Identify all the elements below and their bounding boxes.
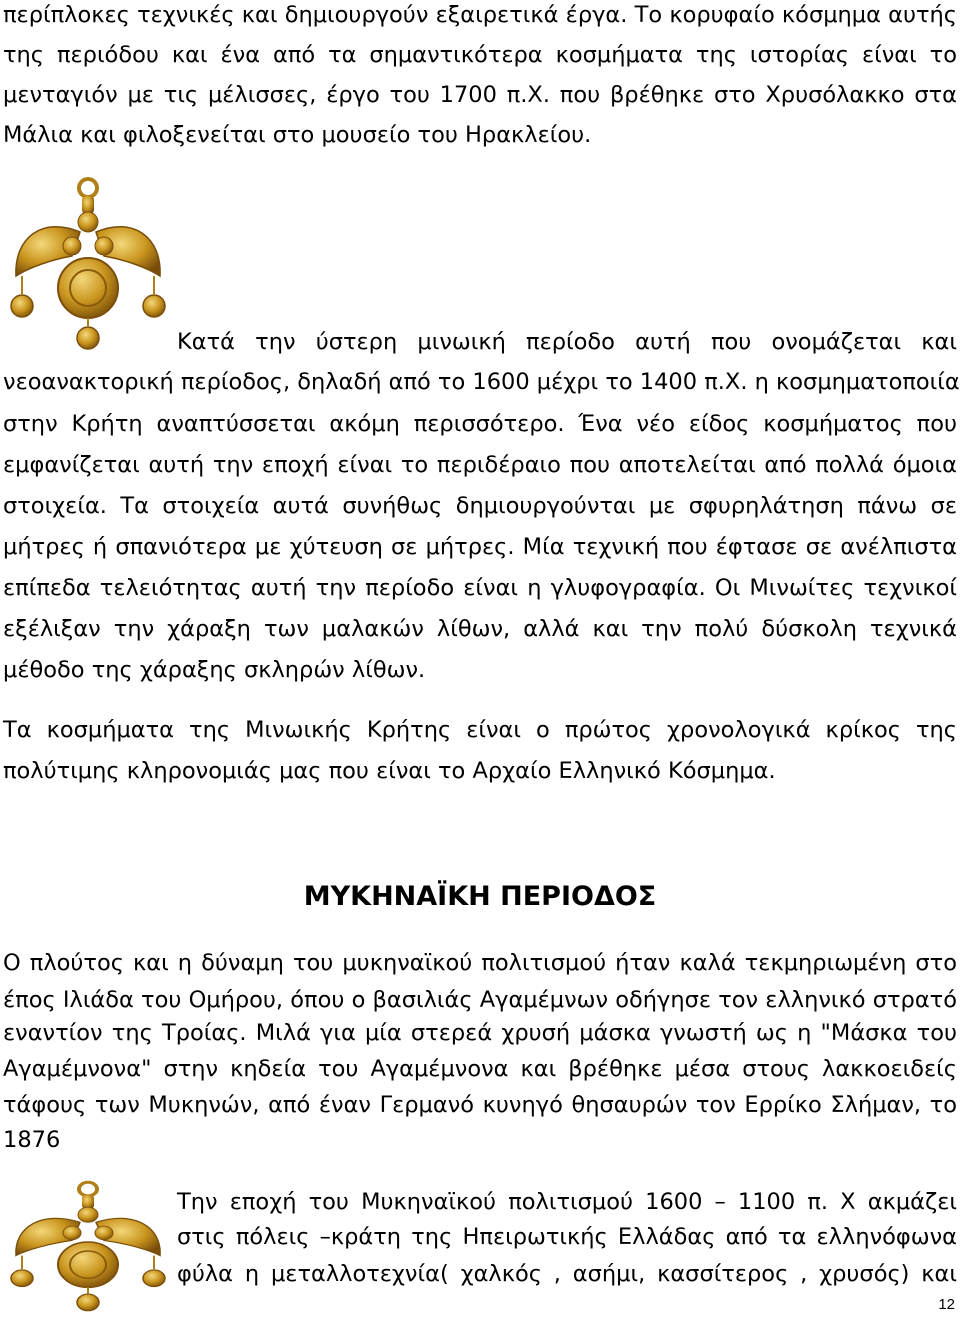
text-line: εμφανίζεται αυτή την εποχή είναι το περιδέραιο που αποτελείται από πολλά όμοια bbox=[3, 452, 957, 478]
text-line: έπος Ιλιάδα του Ομήρου, όπου ο βασιλιάς Αγαμέμνων οδήγησε τον ελληνικό στρατό bbox=[3, 987, 957, 1013]
text-line: επίπεδα τελειότητας αυτή την περίοδο είναι η γλυφογραφία. Οι Μινωίτες τεχνικοί bbox=[3, 575, 957, 601]
bee-pendant-image-small bbox=[2, 1180, 174, 1313]
text-line: εξέλιξαν την χάραξη των μαλακών λίθων, αλλά και την πολύ δύσκολη τεχνικά bbox=[3, 616, 957, 642]
page-number: 12 bbox=[938, 1296, 955, 1313]
text-line: Τα κοσμήματα της Μινωικής Κρήτης είναι ο πρώτος χρονολογικά κρίκος της bbox=[3, 717, 957, 743]
text-line: εναντίον της Τροίας. Μιλά για μία στερεά χρυσή μάσκα γνωστή ως η "Μάσκα του bbox=[3, 1020, 957, 1046]
text-line: πολύτιμης κληρονομιάς μας που είναι το Αρχαίο Ελληνικό Κόσμημα. bbox=[3, 758, 776, 784]
text-line: στην Κρήτη αναπτύσσεται ακόμη περισσότερο. Ένα νέο είδος κοσμήματος που bbox=[3, 411, 957, 437]
text-line: της περιόδου και ένα από τα σημαντικότερα κοσμήματα της ιστορίας είναι το bbox=[3, 42, 957, 68]
text-line: τάφους των Μυκηνών, από έναν Γερμανό κυνηγό θησαυρών τον Ερρίκο Σλήμαν, το bbox=[3, 1092, 957, 1118]
text-line: Κατά την ύστερη μινωική περίοδο αυτή που ονομάζεται και bbox=[177, 329, 957, 355]
text-line: Αγαμέμνονα" στην κηδεία του Αγαμέμνονα και βρέθηκε μέσα στους λακκοειδείς bbox=[3, 1056, 957, 1082]
text-line: μέθοδο της χάραξης σκληρών λίθων. bbox=[3, 657, 426, 683]
text-line: 1876 bbox=[3, 1127, 61, 1153]
text-line: μενταγιόν με τις μέλισσες, έργο του 1700 π.Χ. που βρέθηκε στο Χρυσόλακκο στα bbox=[3, 82, 957, 108]
text-line: στις πόλεις –κράτη της Ηπειρωτικής Ελλάδας από τα ελληνόφωνα bbox=[177, 1224, 957, 1250]
text-line: Ο πλούτος και η δύναμη του μυκηναϊκού πολιτισμού ήταν καλά τεκμηριωμένη στο bbox=[3, 950, 957, 976]
text-line: μήτρες ή σπανιότερα με χύτευση σε μήτρες. Μία τεχνική που έφτασε σε ανέλπιστα bbox=[3, 534, 957, 560]
text-line: περίπλοκες τεχνικές και δημιουργούν εξαιρετικά έργα. Το κορυφαίο κόσμημα αυτής bbox=[3, 2, 957, 28]
text-line: φύλα η μεταλλοτεχνία( χαλκός , ασήμι, κασσίτερος , χρυσός) και bbox=[177, 1261, 957, 1287]
text-line: στοιχεία. Τα στοιχεία αυτά συνήθως δημιουργούνται με σφυρηλάτηση πάνω σε bbox=[3, 493, 957, 519]
text-line: Μάλια και φιλοξενείται στο μουσείο του Ηρακλείου. bbox=[3, 122, 592, 148]
bee-pendant-image bbox=[2, 176, 174, 352]
text-line: Την εποχή του Μυκηναϊκού πολιτισμού 1600 – 1100 π. Χ ακμάζει bbox=[177, 1189, 957, 1215]
text-line: νεοανακτορική περίοδος, δηλαδή από το 1600 μέχρι το 1400 π.Χ. η κοσμηματοποιία bbox=[3, 369, 960, 395]
section-heading: ΜΥΚΗΝΑΪΚΗ ΠΕΡΙΟΔΟΣ bbox=[303, 881, 657, 912]
